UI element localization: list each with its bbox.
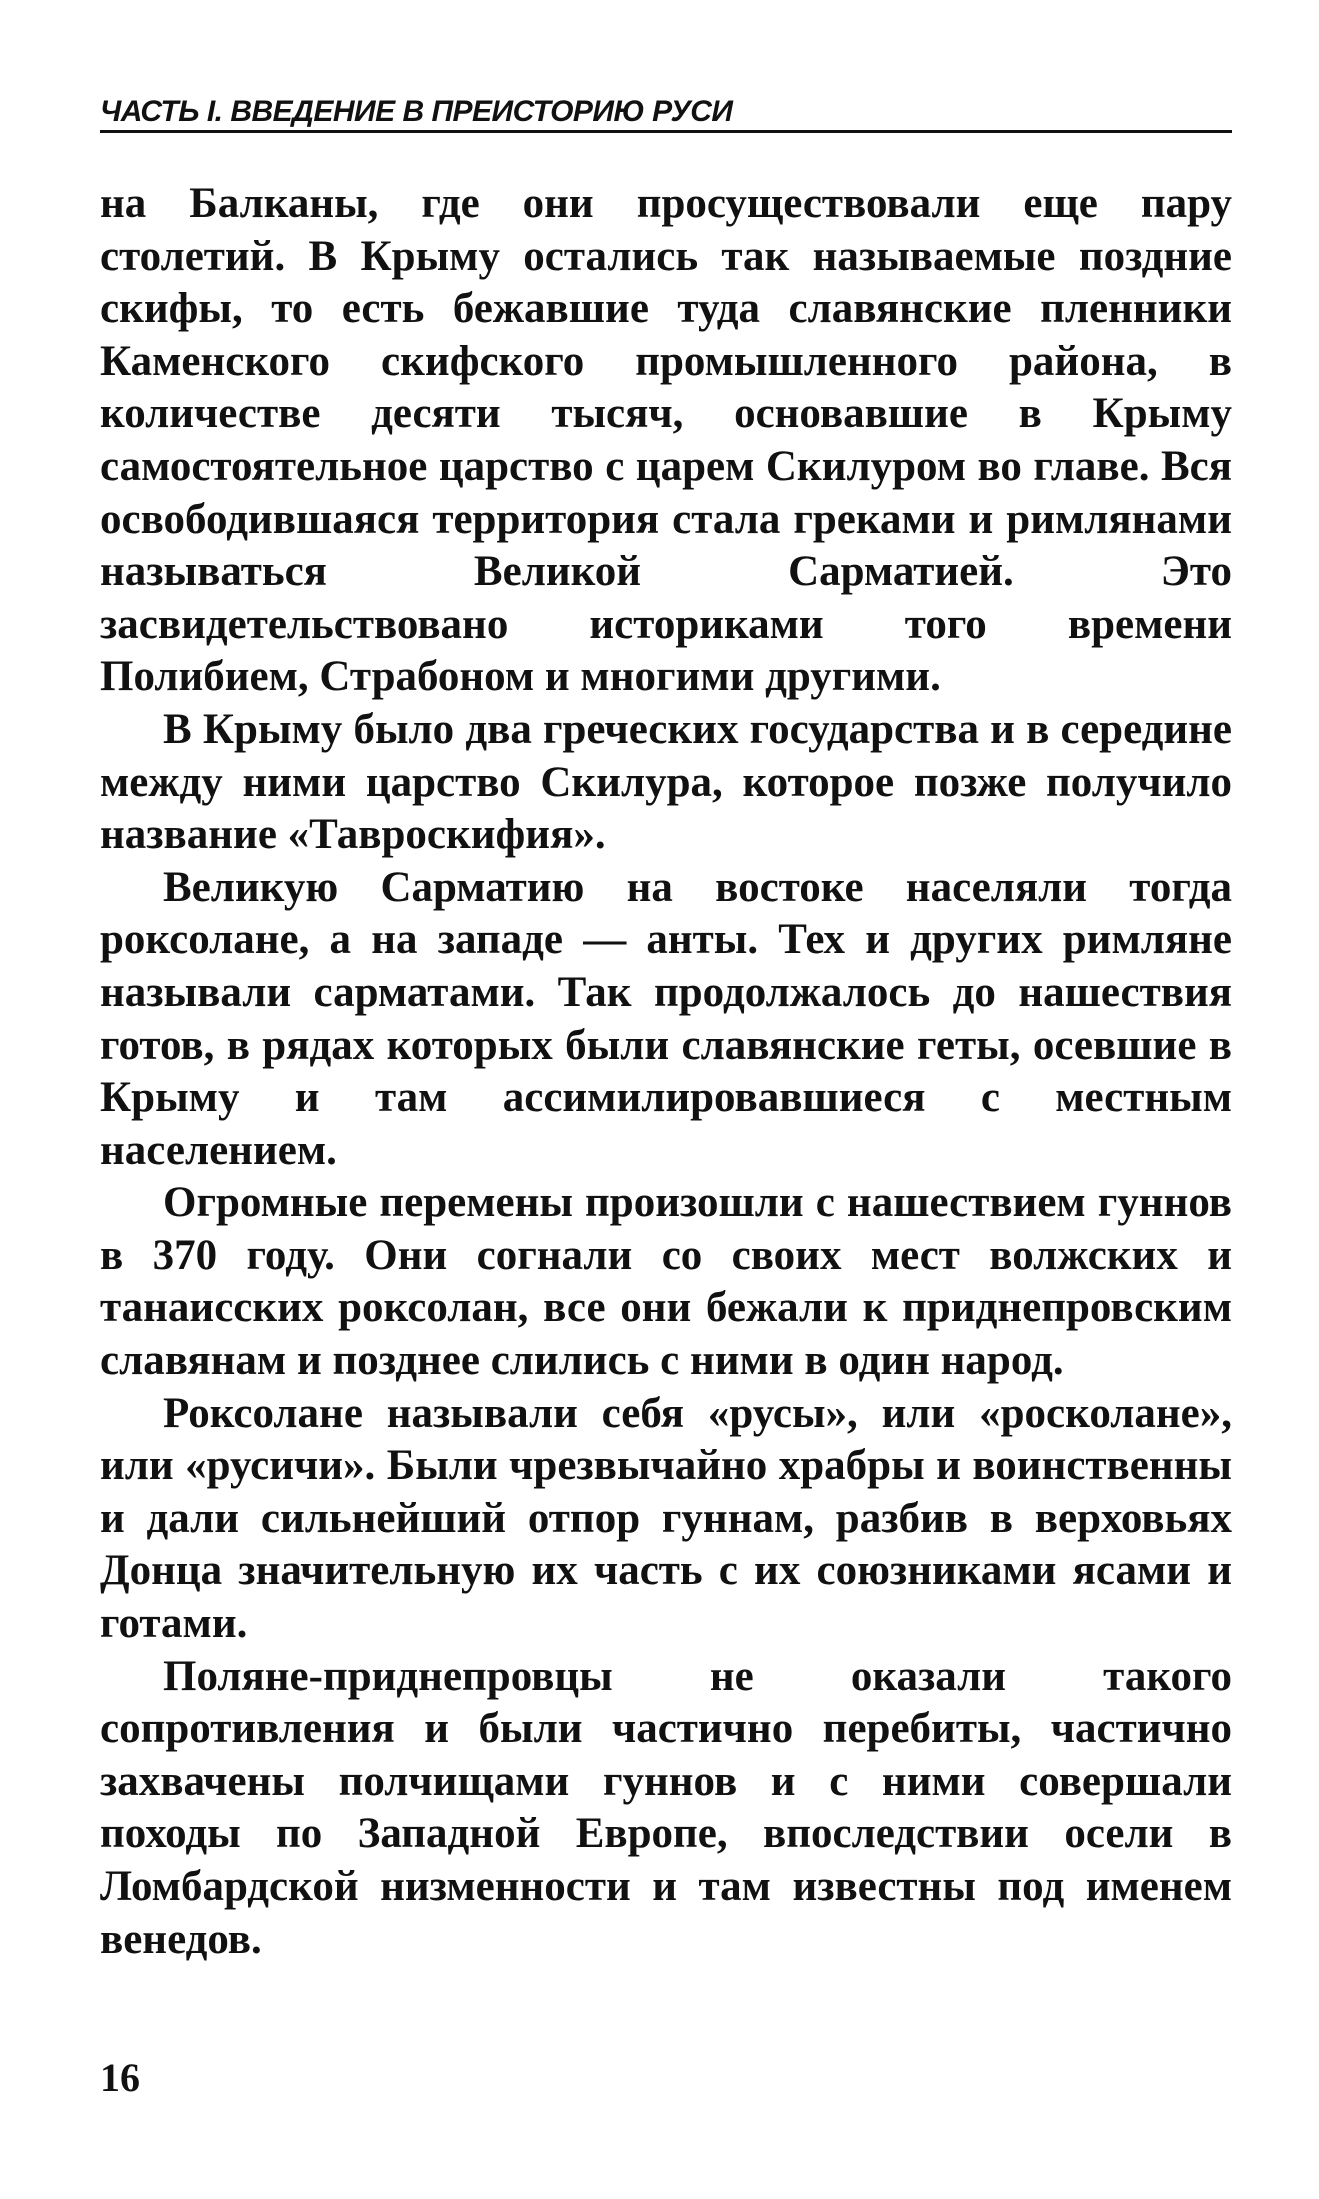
paragraph: В Крыму было два греческих государства и в середине между ними царство Скилура, которое позже получило название «Тавроскифия».: [100, 705, 1232, 859]
paragraph: Великую Сарматию на востоке населяли тогда роксолане, а на западе — анты. Тех и других римляне называли сарматами. Так продолжалось до нашествия готов, в рядах которых были славянские геты, осевшие в Крыму и там ассимилировавшиеся с местным населением.: [100, 863, 1232, 1174]
header-rule: [100, 130, 1232, 133]
paragraph: Роксолане называли себя «русы», или «росколане», или «русичи». Были чрезвычайно храбры и воинственны и дали сильнейший отпор гуннам, разбив в верховьях Донца значительную их часть с их союзниками ясами и готами.: [100, 1389, 1232, 1648]
paragraph: на Балканы, где они просуществовали еще пару столетий. В Крыму остались так называемые поздние скифы, то есть бежавшие туда славянские пленники Каменского скифского промышленного района, в количестве десяти тысяч, основавшие в Крыму самостоятельное царство с царем Скилуром во главе. Вся освободившаяся территория стала греками и римлянами называться Великой Сарматией. Это засвидетельствовано историками того времени Полибием, Страбоном и многими другими.: [100, 180, 1232, 701]
paragraph: Поляне-приднепровцы не оказали такого сопротивления и были частично перебиты, частично захвачены полчищами гуннов и с ними совершали походы по Западной Европе, впоследствии осели в Ломбардской низменности и там известны под именем венедов.: [100, 1652, 1232, 1963]
running-head: ЧАСТЬ I. ВВЕДЕНИЕ В ПРЕИСТОРИЮ РУСИ: [100, 95, 733, 128]
page-number: 16: [100, 2055, 140, 2100]
paragraph: Огромные перемены произошли с нашествием гуннов в 370 году. Они согнали со своих мест волжских и танаисских роксолан, все они бежали к приднепровским славянам и позднее слились с ними в один народ.: [100, 1179, 1232, 1385]
body-text: [100, 178, 1232, 1966]
